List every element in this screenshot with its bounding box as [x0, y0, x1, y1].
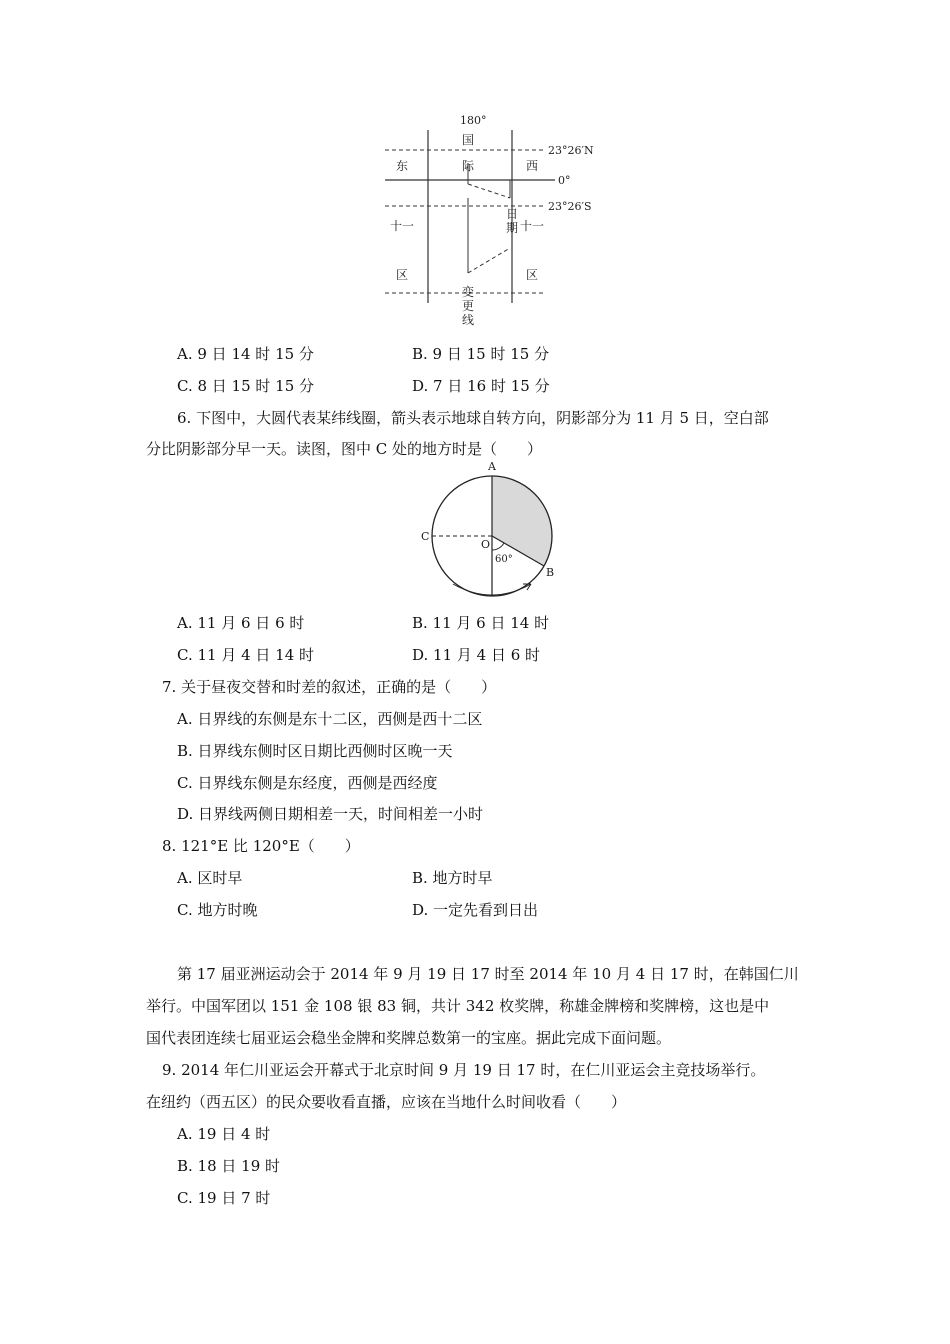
shi-yi-left: 十一 [390, 219, 415, 233]
lat-south-label: 23°26′S [548, 200, 592, 213]
passage-line1: 第 17 届亚洲运动会于 2014 年 9 月 19 日 17 时至 2014 年 10 月 4 日 17 时，在韩国仁川 [177, 965, 799, 983]
point-o-label: O [481, 538, 491, 551]
angle-label: 60° [495, 554, 513, 565]
lat-equator-label: 0° [558, 174, 571, 187]
dateline-char: 变 [462, 285, 475, 299]
q9-option-b: B. 18 日 19 时 [177, 1157, 281, 1175]
dateline-figure [370, 108, 640, 333]
q8-option-d: D. 一定先看到日出 [412, 901, 539, 919]
dateline-char: 线 [462, 313, 475, 327]
q5-option-d: D. 7 日 16 时 15 分 [412, 377, 550, 395]
q7-option-d: D. 日界线两侧日期相差一天，时间相差一小时 [177, 805, 484, 823]
west-label: 西 [526, 159, 539, 173]
shi-yi-right: 十一 [520, 219, 545, 233]
point-b-label: B [546, 566, 555, 579]
q7-option-c: C. 日界线东侧是东经度，西侧是西经度 [177, 774, 438, 792]
q6-option-d: D. 11 月 4 日 6 时 [412, 646, 541, 664]
q5-option-a: A. 9 日 14 时 15 分 [177, 345, 314, 363]
q7-stem: 7. 关于昼夜交替和时差的叙述，正确的是（ ） [162, 678, 497, 696]
dateline-char: 日 [506, 207, 519, 221]
q8-option-b: B. 地方时早 [412, 869, 493, 887]
q5-option-c: C. 8 日 15 时 15 分 [177, 377, 315, 395]
q6-stem-line2: 分比阴影部分早一天。读图，图中 C 处的地方时是（ ） [146, 440, 543, 458]
q8-option-a: A. 区时早 [177, 869, 243, 887]
q5-option-b: B. 9 日 15 时 15 分 [412, 345, 550, 363]
point-a-label: A [488, 460, 496, 473]
dateline-char: 期 [506, 221, 519, 235]
east-label: 东 [396, 159, 409, 173]
qu-right: 区 [526, 268, 539, 282]
q9-stem-line1: 9. 2014 年仁川亚运会开幕式于北京时间 9 月 19 日 17 时，在仁川亚运会主竞技场举行。 [162, 1061, 766, 1079]
qu-left: 区 [396, 268, 409, 282]
dateline-top-label: 180° [460, 114, 487, 127]
q6-option-c: C. 11 月 4 日 14 时 [177, 646, 315, 664]
q8-stem: 8. 121°E 比 120°E（ ） [162, 837, 360, 855]
q7-option-b: B. 日界线东侧时区日期比西侧时区晚一天 [177, 742, 453, 760]
q6-option-b: B. 11 月 6 日 14 时 [412, 614, 550, 632]
q9-option-c: C. 19 日 7 时 [177, 1189, 271, 1207]
passage-line3: 国代表团连续七届亚运会稳坐金牌和奖牌总数第一的宝座。据此完成下面问题。 [146, 1029, 672, 1047]
q9-stem-line2: 在纽约（西五区）的民众要收看直播，应该在当地什么时间收看（ ） [146, 1093, 627, 1111]
dateline-char: 更 [462, 299, 475, 313]
point-c-label: C [421, 530, 430, 543]
dateline-char: 国 [462, 133, 475, 147]
q9-option-a: A. 19 日 4 时 [177, 1125, 271, 1143]
q7-option-a: A. 日界线的东侧是东十二区，西侧是西十二区 [177, 710, 483, 728]
latitude-circle-figure [415, 458, 565, 598]
q6-stem-line1: 6. 下图中，大圆代表某纬线圈，箭头表示地球自转方向，阴影部分为 11 月 5 日，空白部 [177, 409, 769, 427]
q8-option-c: C. 地方时晚 [177, 901, 258, 919]
lat-north-label: 23°26′N [548, 144, 594, 157]
dateline-char: 际 [462, 159, 475, 173]
q6-option-a: A. 11 月 6 日 6 时 [177, 614, 305, 632]
passage-line2: 举行。中国军团以 151 金 108 银 83 铜，共计 342 枚奖牌，称雄金牌榜和奖牌榜，这也是中 [146, 997, 770, 1015]
